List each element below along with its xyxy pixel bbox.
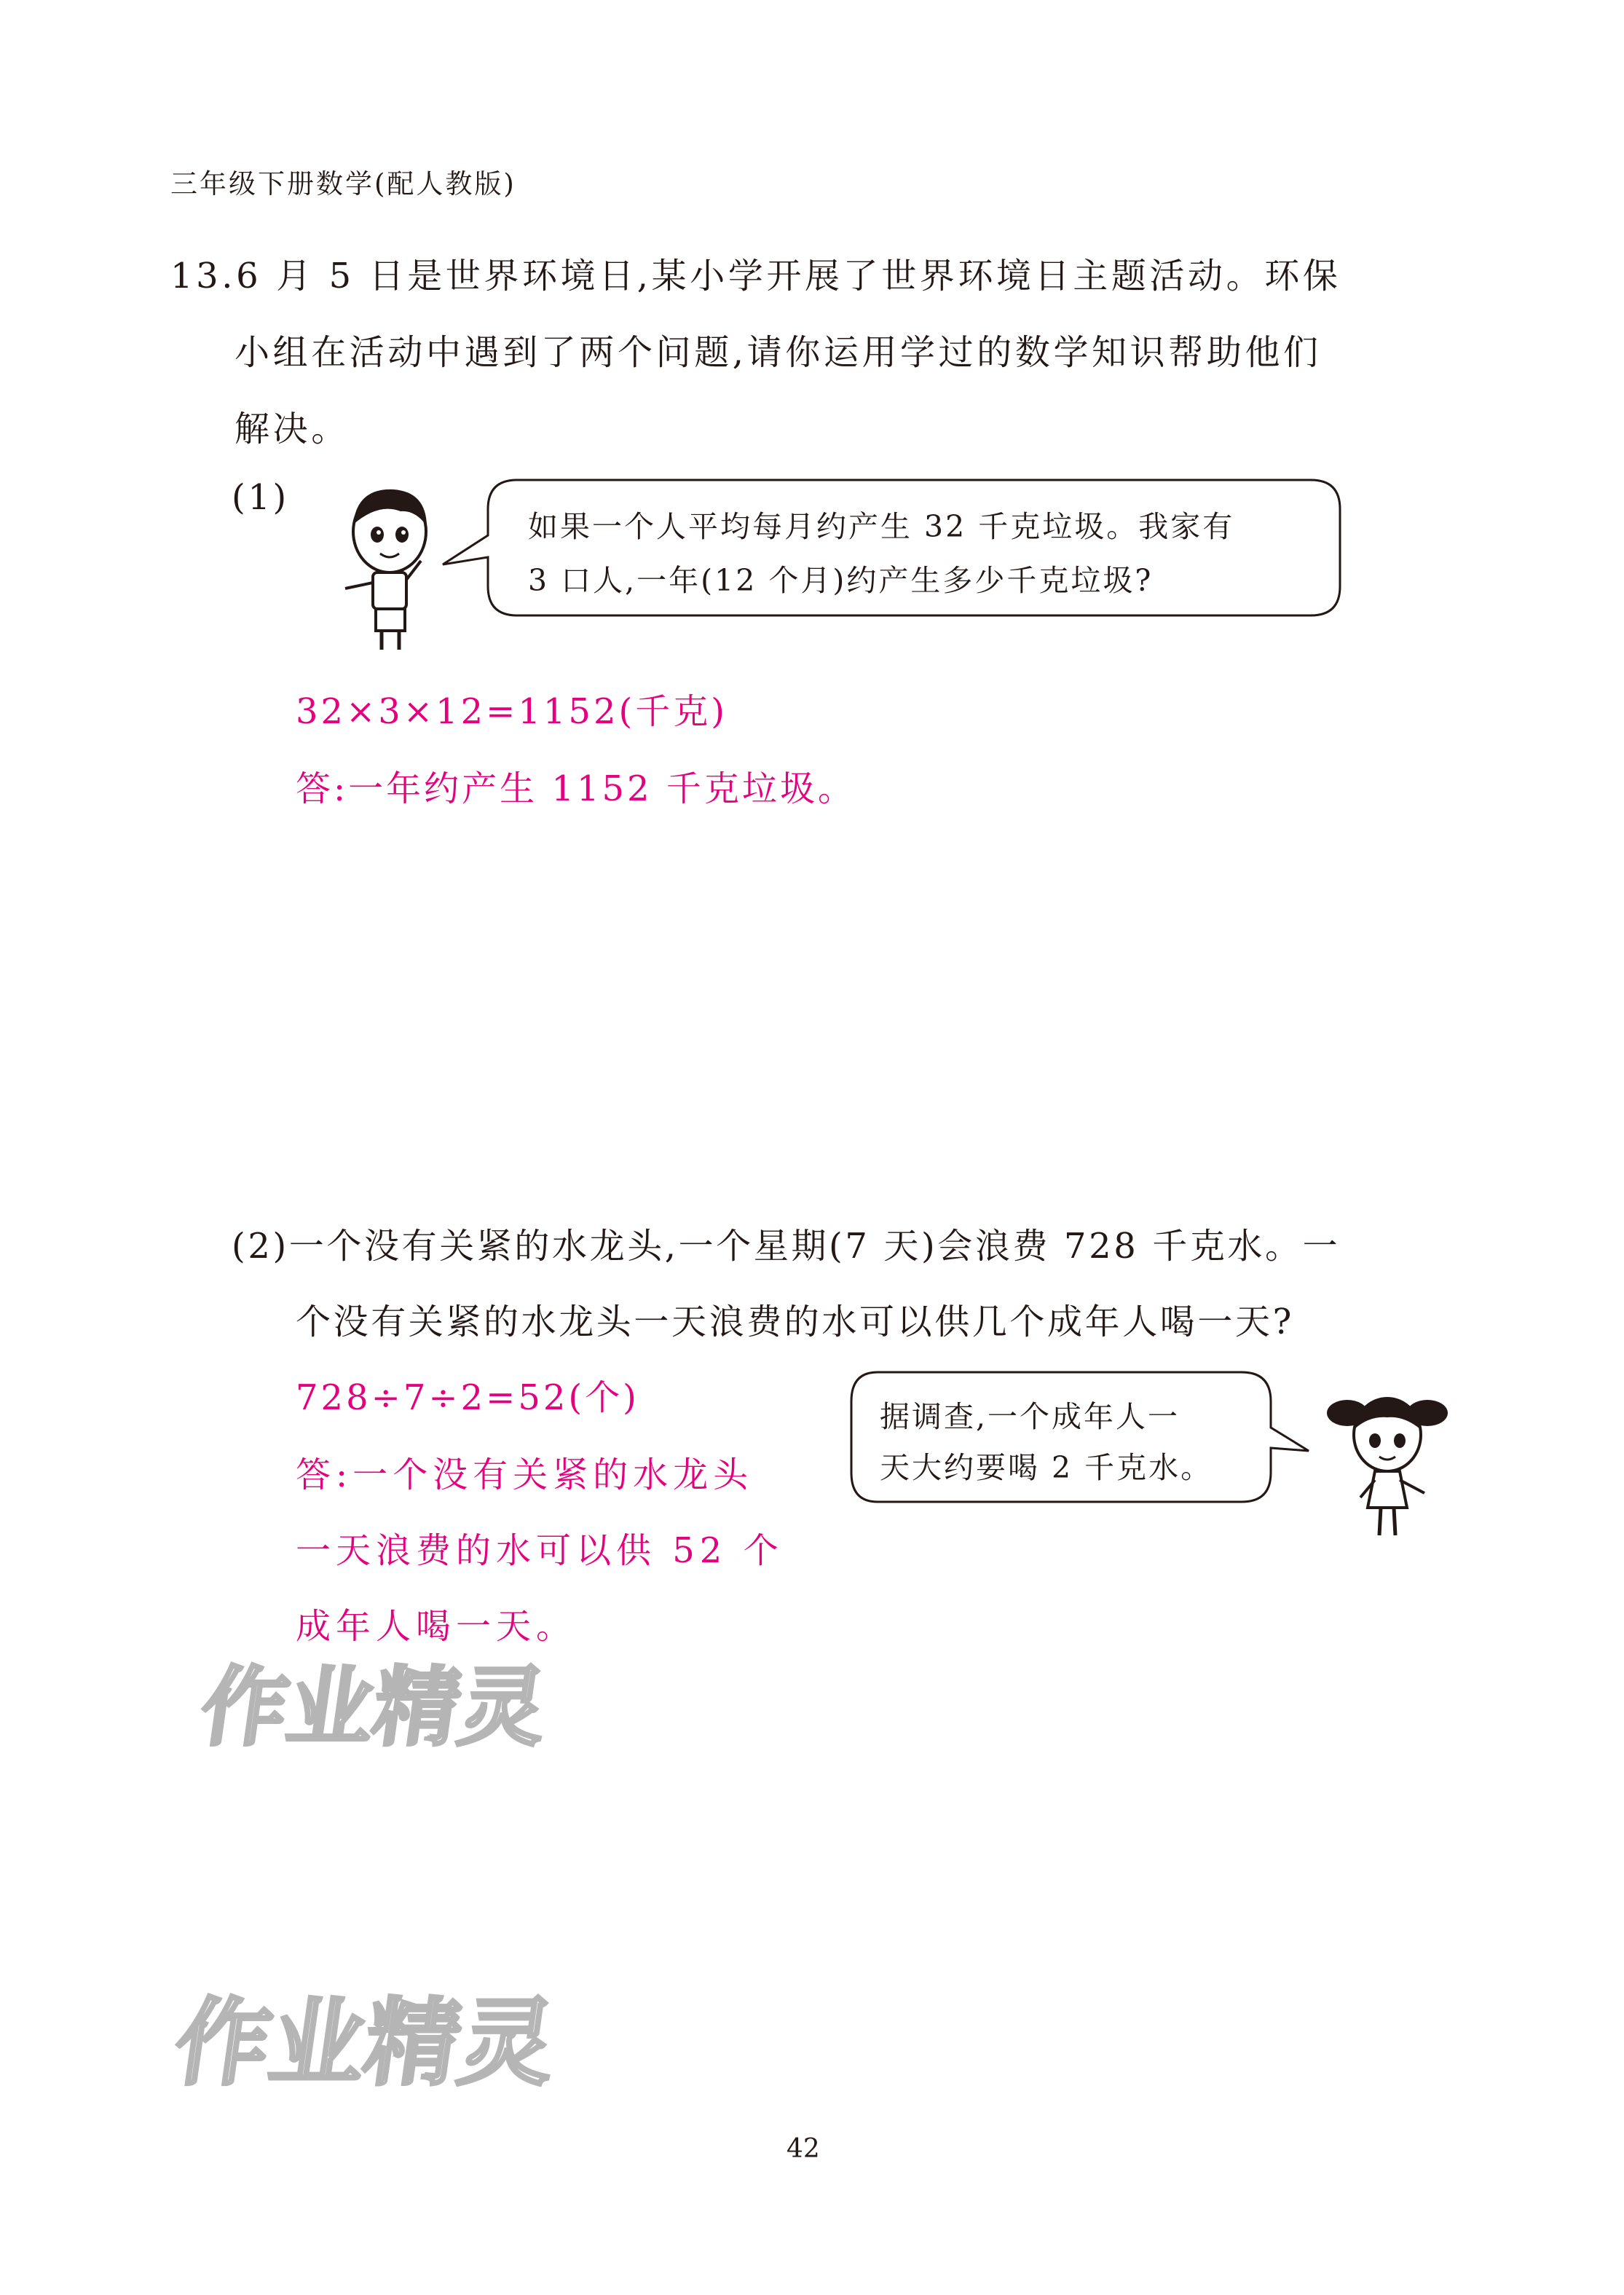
girl-illustration xyxy=(1318,1384,1457,1544)
bubble1-line-1: 如果一个人平均每月约产生 32 千克垃圾。我家有 xyxy=(528,509,1235,544)
part1-label: (1) xyxy=(232,477,289,518)
page-number: 42 xyxy=(787,2134,820,2164)
bubble2-line-2: 天大约要喝 2 千克水。 xyxy=(880,1450,1213,1485)
bubble1-line-2: 3 口人,一年(12 个月)约产生多少千克垃圾? xyxy=(528,563,1154,598)
speech-bubble-1 xyxy=(437,477,1347,623)
part2-answer-line-1: 答:一个没有关紧的水龙头 xyxy=(296,1454,754,1495)
part1-answer-equation: 32×3×12=1152(千克) xyxy=(296,691,728,732)
book-header: 三年级下册数学(配人教版) xyxy=(170,168,516,200)
part1-answer-text: 答:一年约产生 1152 千克垃圾。 xyxy=(296,768,856,809)
question-line-3: 解决。 xyxy=(234,409,350,449)
question-line-2: 小组在活动中遇到了两个问题,请你运用学过的数学知识帮助他们 xyxy=(234,332,1322,373)
svg-text:作业精灵: 作业精灵 xyxy=(194,1657,553,1757)
speech-bubble-2 xyxy=(848,1369,1314,1508)
part2-answer-equation: 728÷7÷2=52(个) xyxy=(296,1377,639,1418)
bubble2-line-1: 据调查,一个成年人一 xyxy=(880,1399,1180,1434)
question-line-1: 13.6 月 5 日是世界环境日,某小学开展了世界环境日主题活动。环保 xyxy=(170,256,1341,296)
part2-line-2: 个没有关紧的水龙头一天浪费的水可以供几个成年人喝一天? xyxy=(296,1302,1294,1342)
boy-illustration xyxy=(335,481,444,656)
svg-text:作业精灵: 作业精灵 xyxy=(167,1988,563,2098)
part2-line-1: (2)一个没有关紧的水龙头,一个星期(7 天)会浪费 728 千克水。一 xyxy=(232,1226,1341,1267)
part2-answer-line-3: 成年人喝一天。 xyxy=(296,1606,577,1647)
part2-answer-line-2: 一天浪费的水可以供 52 个 xyxy=(296,1530,784,1571)
watermark-logo-1 xyxy=(194,1642,553,1766)
watermark-logo-2 xyxy=(167,1974,586,2105)
